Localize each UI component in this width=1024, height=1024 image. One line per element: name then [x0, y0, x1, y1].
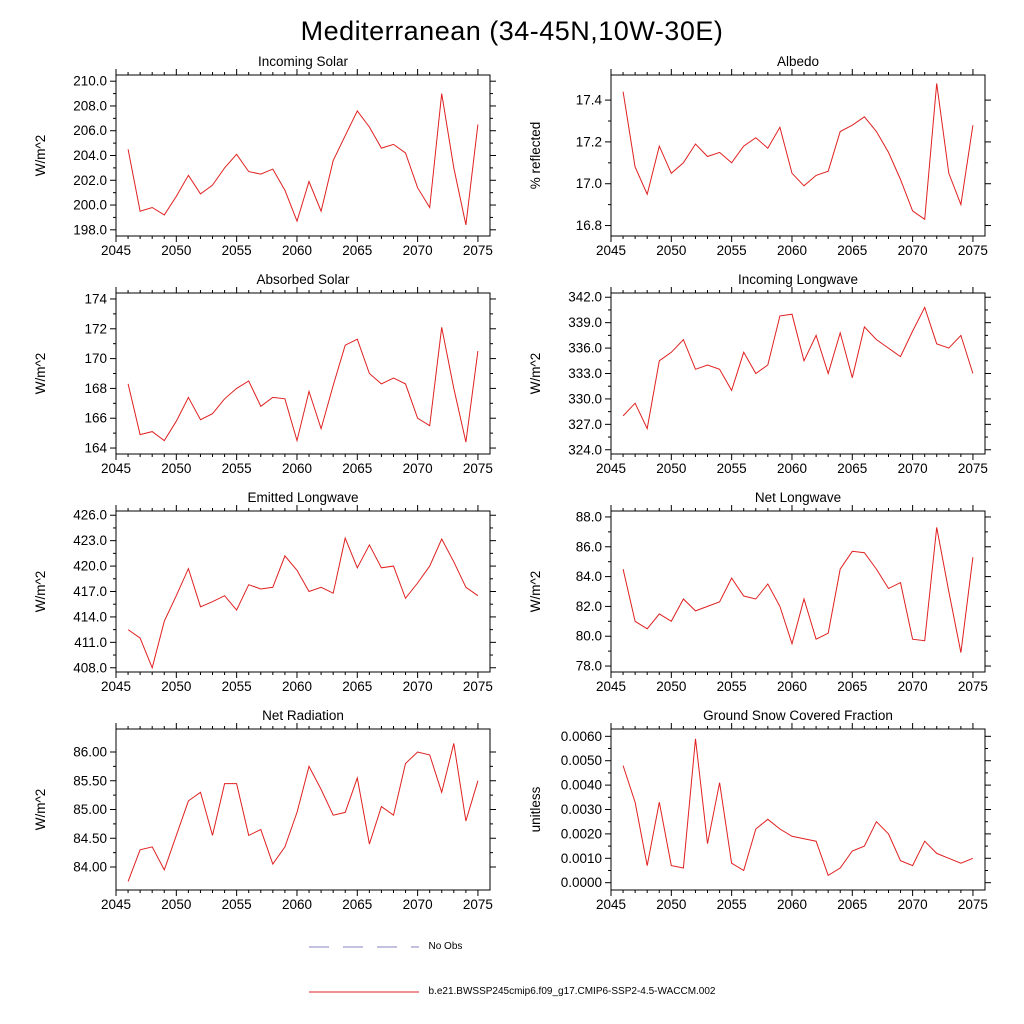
chart-ylabel: W/m^2 — [32, 570, 48, 613]
x-tick-label: 2045 — [100, 897, 131, 912]
y-tick-label: 82.0 — [575, 598, 602, 614]
y-tick-label: 16.8 — [575, 218, 602, 234]
x-tick-label: 2060 — [776, 679, 807, 694]
y-tick-label: 86.00 — [72, 744, 107, 760]
chart-incoming-longwave — [525, 273, 995, 489]
y-tick-label: 170 — [83, 351, 107, 367]
x-tick-label: 2065 — [341, 461, 372, 476]
y-tick-label: 168 — [83, 380, 107, 396]
y-tick-label: 84.50 — [72, 830, 107, 846]
panel-net-longwave — [512, 491, 1007, 707]
y-tick-label: 208.0 — [72, 98, 107, 114]
y-tick-label: 164 — [83, 440, 107, 456]
legend-inner — [309, 941, 716, 997]
x-tick-label: 2070 — [402, 243, 433, 258]
y-tick-label: 339.0 — [567, 315, 602, 331]
y-tick-label: 202.0 — [72, 172, 107, 188]
panel-emitted-longwave — [17, 491, 512, 707]
x-tick-label: 2055 — [221, 679, 252, 694]
y-tick-label: 204.0 — [72, 148, 107, 163]
x-tick-label: 2065 — [836, 897, 867, 912]
chart-title: Ground Snow Covered Fraction — [702, 709, 893, 723]
series-line — [623, 83, 973, 219]
x-tick-label: 2065 — [341, 679, 372, 694]
series-line — [128, 538, 478, 668]
y-tick-label: 0.0060 — [560, 728, 602, 744]
y-tick-label: 206.0 — [72, 123, 107, 139]
y-tick-label: 408.0 — [72, 660, 107, 676]
chart-ylabel: W/m^2 — [527, 570, 543, 613]
y-tick-label: 210.0 — [72, 73, 107, 89]
plot-frame — [116, 511, 490, 672]
x-tick-label: 2070 — [897, 679, 928, 694]
y-tick-label: 85.00 — [72, 802, 107, 817]
chart-title: Albedo — [776, 55, 819, 69]
legend-row-no-obs — [309, 941, 463, 952]
chart-ylabel: W/m^2 — [32, 352, 48, 395]
x-tick-label: 2075 — [957, 461, 988, 476]
chart-title: Absorbed Solar — [255, 273, 350, 287]
x-tick-label: 2075 — [957, 243, 988, 258]
chart-ylabel: % reflected — [527, 121, 543, 190]
x-tick-label: 2050 — [160, 243, 191, 258]
y-tick-label: 327.0 — [567, 416, 602, 432]
legend-row-series — [309, 986, 716, 997]
x-tick-label: 2060 — [776, 461, 807, 476]
x-tick-label: 2060 — [281, 461, 312, 476]
x-tick-label: 2075 — [957, 897, 988, 912]
x-tick-label: 2060 — [281, 679, 312, 694]
y-tick-label: 88.0 — [575, 509, 602, 525]
x-tick-label: 2050 — [655, 243, 686, 258]
x-tick-label: 2060 — [776, 897, 807, 912]
plot-frame — [611, 511, 985, 672]
y-tick-label: 426.0 — [72, 507, 107, 523]
x-tick-label: 2045 — [100, 461, 131, 476]
x-tick-label: 2055 — [221, 897, 252, 912]
series-line — [623, 739, 973, 876]
x-tick-label: 2075 — [462, 243, 493, 258]
y-tick-label: 85.50 — [72, 773, 107, 789]
chart-absorbed-solar — [30, 273, 500, 489]
y-tick-label: 17.2 — [575, 134, 602, 150]
panel-absorbed-solar — [17, 273, 512, 489]
x-tick-label: 2075 — [462, 897, 493, 912]
chart-title: Incoming Longwave — [737, 273, 858, 287]
x-tick-label: 2070 — [897, 461, 928, 476]
y-tick-label: 411.0 — [73, 634, 107, 650]
y-tick-label: 330.0 — [567, 391, 602, 407]
x-tick-label: 2065 — [836, 243, 867, 258]
y-tick-label: 336.0 — [567, 340, 602, 356]
plot-frame — [611, 75, 985, 236]
y-tick-label: 86.0 — [575, 539, 602, 555]
y-tick-label: 324.0 — [567, 442, 602, 458]
series-line — [128, 743, 478, 881]
x-tick-label: 2045 — [595, 243, 626, 258]
x-tick-label: 2065 — [341, 897, 372, 912]
chart-snow-fraction — [525, 709, 995, 925]
x-tick-label: 2045 — [595, 679, 626, 694]
chart-title: Net Longwave — [754, 491, 841, 505]
y-tick-label: 420.0 — [72, 558, 107, 574]
x-tick-label: 2070 — [897, 243, 928, 258]
x-tick-label: 2070 — [402, 897, 433, 912]
y-tick-label: 0.0030 — [560, 802, 602, 817]
x-tick-label: 2045 — [595, 461, 626, 476]
y-tick-label: 0.0020 — [560, 826, 602, 842]
chart-incoming-solar — [30, 55, 500, 271]
x-tick-label: 2065 — [836, 461, 867, 476]
chart-albedo — [525, 55, 995, 271]
plot-frame — [611, 729, 985, 890]
chart-ylabel: W/m^2 — [527, 352, 543, 395]
no-obs-dashed-line — [309, 944, 419, 950]
x-tick-label: 2070 — [897, 897, 928, 912]
y-tick-label: 414.0 — [72, 609, 107, 625]
panel-incoming-solar — [17, 55, 512, 271]
chart-net-longwave — [525, 491, 995, 707]
x-tick-label: 2045 — [100, 243, 131, 258]
x-tick-label: 2055 — [716, 461, 747, 476]
chart-title: Emitted Longwave — [246, 491, 359, 505]
no-obs-label: No Obs — [428, 941, 463, 952]
plot-frame — [116, 729, 490, 890]
y-tick-label: 0.0040 — [560, 777, 602, 793]
y-tick-label: 17.0 — [575, 176, 602, 192]
x-tick-label: 2070 — [402, 461, 433, 476]
y-tick-label: 84.00 — [72, 859, 107, 875]
series-line — [623, 307, 973, 428]
x-tick-label: 2075 — [957, 679, 988, 694]
y-tick-label: 0.0010 — [560, 850, 602, 866]
y-tick-label: 198.0 — [72, 222, 107, 238]
x-tick-label: 2065 — [836, 679, 867, 694]
x-tick-label: 2060 — [281, 243, 312, 258]
y-tick-label: 78.0 — [575, 658, 602, 674]
x-tick-label: 2065 — [341, 243, 372, 258]
x-tick-label: 2055 — [716, 243, 747, 258]
y-tick-label: 0.0000 — [560, 875, 602, 891]
chart-ylabel: unitless — [527, 786, 543, 833]
chart-ylabel: W/m^2 — [32, 134, 48, 177]
plot-frame — [116, 75, 490, 236]
x-tick-label: 2050 — [655, 679, 686, 694]
series-sample-line — [309, 989, 419, 995]
figure-title: Mediterranean (34-45N,10W-30E) — [300, 16, 724, 46]
plot-frame — [116, 293, 490, 454]
y-tick-label: 417.0 — [72, 584, 107, 599]
legend — [0, 941, 1024, 997]
x-tick-label: 2050 — [160, 679, 191, 694]
y-tick-label: 166 — [83, 410, 107, 426]
x-tick-label: 2070 — [402, 679, 433, 694]
x-tick-label: 2050 — [655, 897, 686, 912]
chart-title: Net Radiation — [261, 709, 344, 723]
y-tick-label: 423.0 — [72, 533, 107, 549]
series-label: b.e21.BWSSP245cmip6.f09_g17.CMIP6-SSP2-4.5-WACCM.002 — [428, 986, 716, 997]
x-tick-label: 2055 — [221, 461, 252, 476]
panel-albedo — [512, 55, 1007, 271]
x-tick-label: 2075 — [462, 461, 493, 476]
x-tick-label: 2045 — [100, 679, 131, 694]
y-tick-label: 80.0 — [575, 628, 602, 644]
y-tick-label: 342.0 — [567, 289, 602, 305]
x-tick-label: 2060 — [281, 897, 312, 912]
x-tick-label: 2055 — [221, 243, 252, 258]
y-tick-label: 0.0050 — [560, 753, 602, 769]
chart-emitted-longwave — [30, 491, 500, 707]
x-tick-label: 2075 — [462, 679, 493, 694]
x-tick-label: 2045 — [595, 897, 626, 912]
y-tick-label: 174 — [83, 291, 107, 307]
plot-frame — [611, 293, 985, 454]
x-tick-label: 2055 — [716, 679, 747, 694]
y-tick-label: 333.0 — [567, 366, 602, 381]
series-line — [128, 94, 478, 225]
y-tick-label: 17.4 — [575, 92, 602, 108]
panel-incoming-longwave — [512, 273, 1007, 489]
y-tick-label: 200.0 — [72, 197, 107, 213]
panel-net-radiation — [17, 709, 512, 925]
y-tick-label: 172 — [83, 321, 107, 337]
series-line — [128, 327, 478, 442]
charts-grid — [17, 55, 1007, 925]
chart-ylabel: W/m^2 — [32, 788, 48, 831]
x-tick-label: 2050 — [655, 461, 686, 476]
chart-title: Incoming Solar — [257, 55, 348, 69]
y-tick-label: 84.0 — [575, 569, 602, 585]
chart-net-radiation — [30, 709, 500, 925]
x-tick-label: 2050 — [160, 461, 191, 476]
series-line — [623, 527, 973, 652]
panel-snow-fraction — [512, 709, 1007, 925]
x-tick-label: 2060 — [776, 243, 807, 258]
x-tick-label: 2055 — [716, 897, 747, 912]
x-tick-label: 2050 — [160, 897, 191, 912]
